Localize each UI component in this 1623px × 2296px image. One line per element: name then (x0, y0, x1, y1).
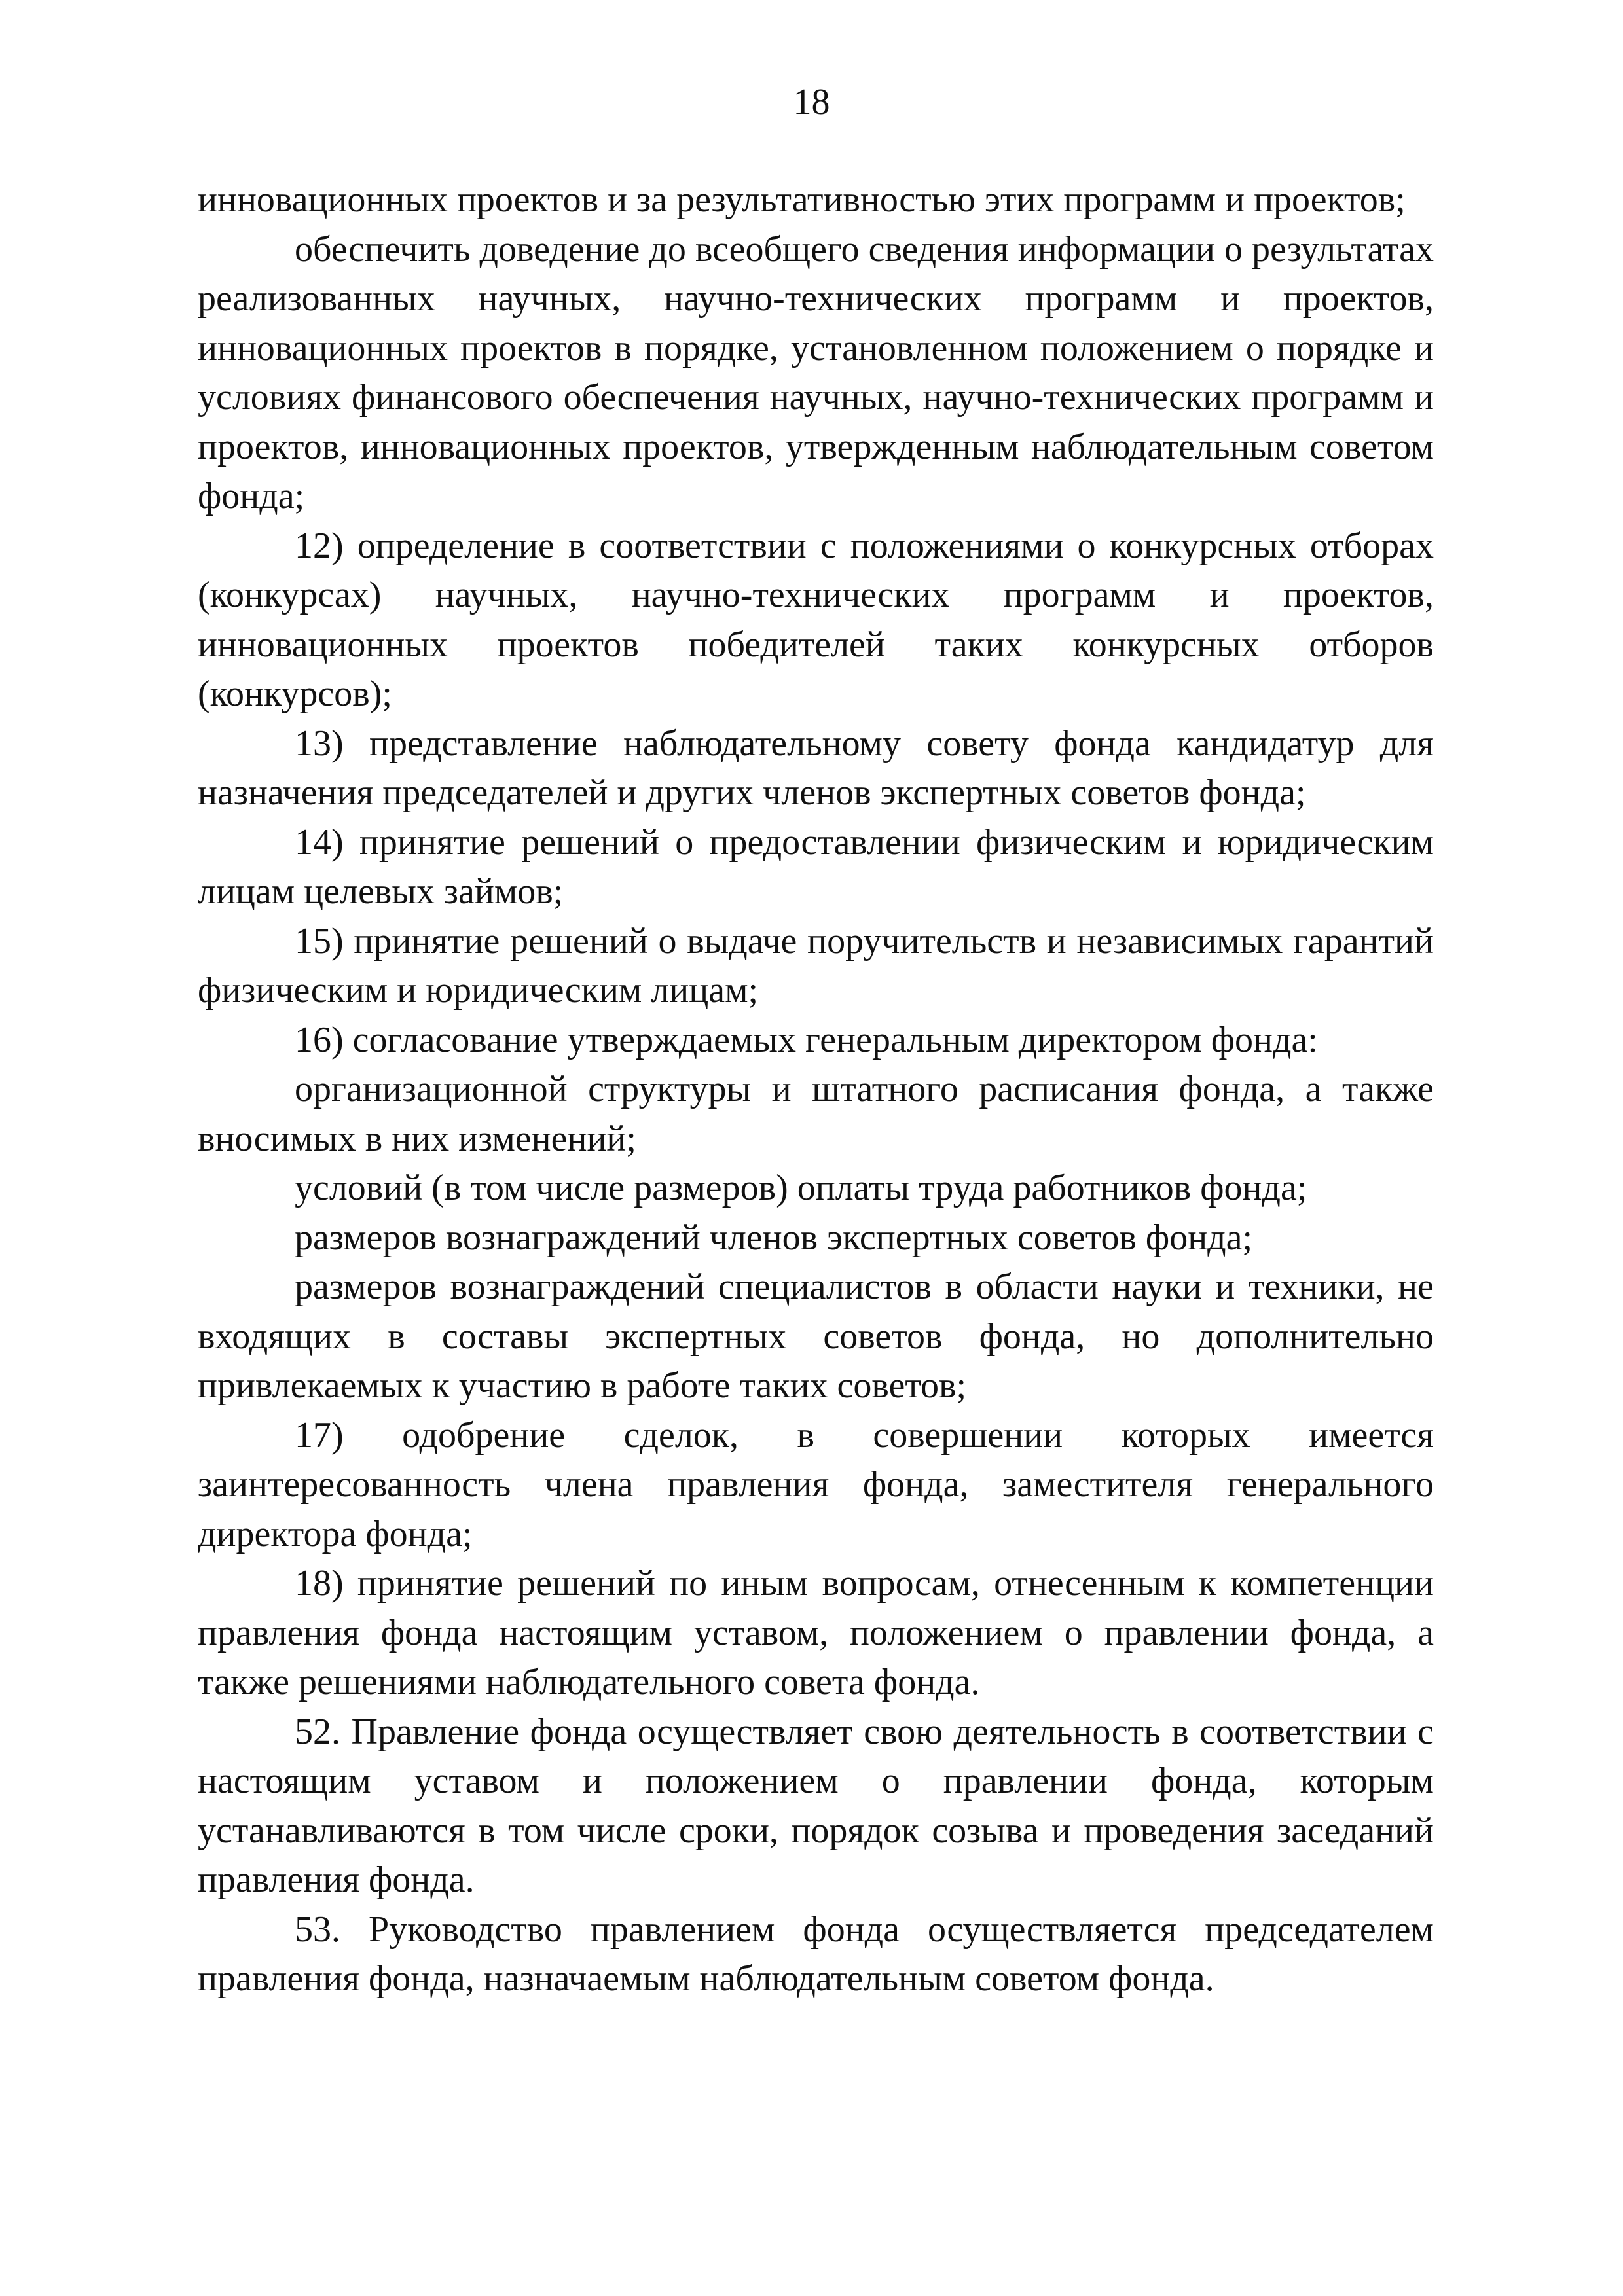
paragraph-section-53: 53. Руководство правлением фонда осуществляется председателем правления фонда, назначаемым наблюдательным советом фонда. (198, 1909, 1434, 1999)
paragraph-item-16-expert-rewards: размеров вознаграждений членов экспертных советов фонда; (295, 1217, 1253, 1258)
document-body (198, 175, 1434, 2004)
page-number: 18 (793, 82, 830, 122)
paragraph-item-17: 17) одобрение сделок, в совершении которых имеется заинтересованность члена правления фонда, заместителя генерального директора фонда; (198, 1414, 1434, 1554)
paragraph-item-16-specialist-rewards: размеров вознаграждений специалистов в области науки и техники, не входящих в составы экспертных советов фонда, но дополнительно привлекаемых к участию в работе таких советов; (198, 1266, 1434, 1406)
paragraph-publicity: обеспечить доведение до всеобщего сведения информации о результатах реализованных научных, научно-технических программ и проектов, инновационных проектов в порядке, установленном положением о порядке и условиях финансового обеспечения научных, научно-технических программ и проектов, инновационных проектов, утвержденным наблюдательным советом фонда; (198, 228, 1434, 516)
paragraph-item-18: 18) принятие решений по иным вопросам, отнесенным к компетенции правления фонда настоящим уставом, положением о правлении фонда, а также решениями наблюдательного совета фонда. (198, 1563, 1434, 1702)
paragraph-section-52: 52. Правление фонда осуществляет свою деятельность в соответствии с настоящим уставом и положением о правлении фонда, которым устанавливаются в том числе сроки, порядок созыва и проведения заседаний правления фонда. (198, 1711, 1434, 1900)
paragraph-item-14: 14) принятие решений о предоставлении физическим и юридическим лицам целевых займов; (198, 821, 1434, 912)
paragraph-item-16-structure: организационной структуры и штатного расписания фонда, а также вносимых в них изменений; (198, 1069, 1434, 1159)
paragraph-item-15: 15) принятие решений о выдаче поручительств и независимых гарантий физическим и юридическим лицам; (198, 920, 1434, 1011)
paragraph-item-16-pay: условий (в том числе размеров) оплаты труда работников фонда; (295, 1168, 1307, 1208)
paragraph-item-12: 12) определение в соответствии с положениями о конкурсных отборах (конкурсах) научных, научно-технических программ и проектов, инновационных проектов победителей таких конкурсных отборов (конкурсов); (198, 525, 1434, 714)
paragraph-item-16: 16) согласование утверждаемых генеральным директором фонда: (295, 1019, 1318, 1060)
paragraph-item-13: 13) представление наблюдательному совету фонда кандидатур для назначения председателей и других членов экспертных советов фонда; (198, 723, 1434, 813)
paragraph-continuation: инновационных проектов и за результативностью этих программ и проектов; (198, 179, 1406, 220)
